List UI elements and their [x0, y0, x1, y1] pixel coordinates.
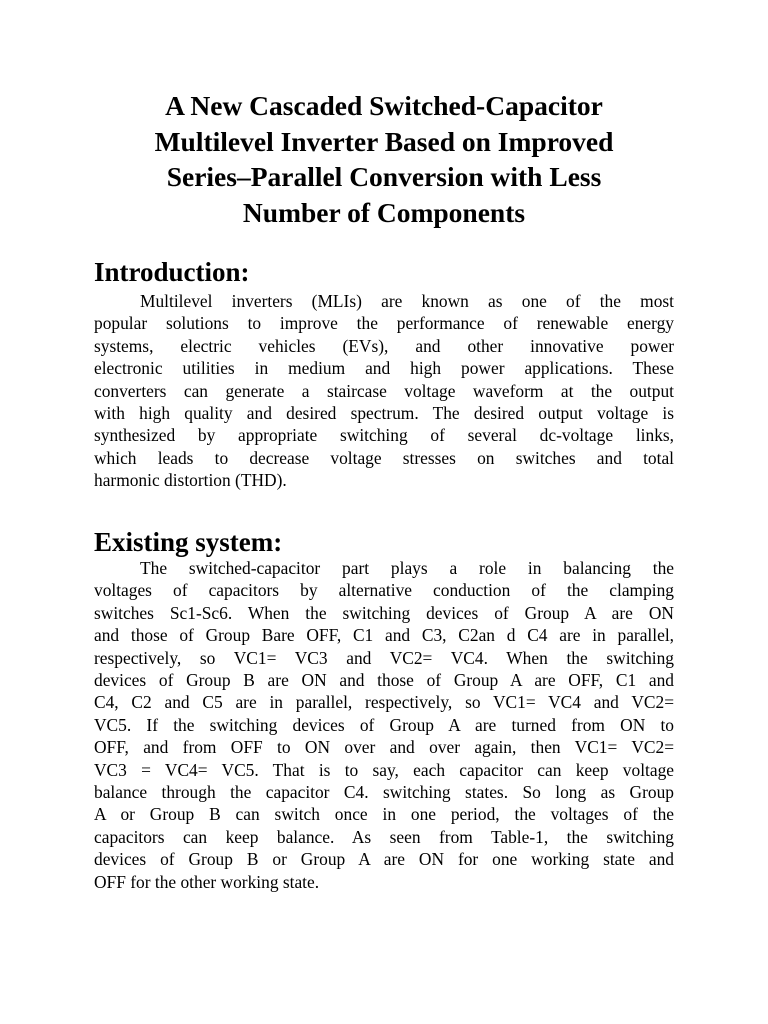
paragraph-line: VC5. If the switching devices of Group A are turned from ON to: [94, 714, 674, 735]
paragraph-line: systems, electric vehicles (EVs), and other innovative power: [94, 335, 674, 356]
paragraph-line: devices of Group B are ON and those of Group A are OFF, C1 and: [94, 670, 674, 691]
paragraph-line: which leads to decrease voltage stresses on switches and total: [94, 447, 674, 468]
paragraph-line: C4, C2 and C5 are in parallel, respectively, so VC1= VC4 and VC2=: [94, 692, 674, 713]
paragraph-line: OFF, and from OFF to ON over and over again, then VC1= VC2=: [94, 737, 674, 758]
title-line: Multilevel Inverter Based on Improved: [154, 125, 614, 157]
paragraph-line: respectively, so VC1= VC3 and VC2= VC4. When the switching: [94, 647, 674, 668]
paragraph-line: harmonic distortion (THD).: [94, 470, 287, 491]
paragraph-line: electronic utilities in medium and high power applications. These: [94, 358, 674, 379]
introduction-paragraph: [94, 290, 674, 492]
paragraph-line: devices of Group B or Group A are ON for one working state and: [94, 849, 674, 870]
paragraph-line: converters can generate a staircase voltage waveform at the output: [94, 380, 674, 401]
title-line: Series–Parallel Conversion with Less: [166, 161, 602, 192]
paragraph-line: switches Sc1-Sc6. When the switching devices of Group A are ON: [94, 602, 674, 623]
existing-system-heading: Existing system:: [94, 527, 283, 557]
existing-system-paragraph: [94, 557, 674, 893]
paragraph-line: voltages of capacitors by alternative conduction of the clamping: [94, 580, 674, 601]
document-title: [94, 88, 674, 230]
paragraph-line: Multilevel inverters (MLIs) are known as one of the most: [140, 291, 674, 311]
paragraph-line: OFF for the other working state.: [94, 871, 320, 892]
paragraph-line: and those of Group Bare OFF, C1 and C3, C2an d C4 are in parallel,: [94, 625, 674, 646]
title-line: A New Cascaded Switched-Capacitor: [165, 90, 603, 121]
paragraph-line: with high quality and desired spectrum. The desired output voltage is: [94, 403, 674, 424]
paragraph-line: capacitors can keep balance. As seen from Table-1, the switching: [94, 826, 674, 847]
paragraph-line: popular solutions to improve the performance of renewable energy: [94, 313, 674, 334]
title-line: Number of Components: [242, 196, 526, 228]
paragraph-line: A or Group B can switch once in one period, the voltages of the: [94, 804, 674, 825]
paragraph-line: The switched-capacitor part plays a role in balancing the: [140, 558, 674, 578]
paragraph-line: synthesized by appropriate switching of several dc-voltage links,: [94, 425, 674, 446]
paragraph-line: VC3 = VC4= VC5. That is to say, each capacitor can keep voltage: [94, 759, 674, 780]
introduction-heading: Introduction:: [94, 257, 250, 287]
paragraph-line: balance through the capacitor C4. switching states. So long as Group: [94, 782, 674, 803]
